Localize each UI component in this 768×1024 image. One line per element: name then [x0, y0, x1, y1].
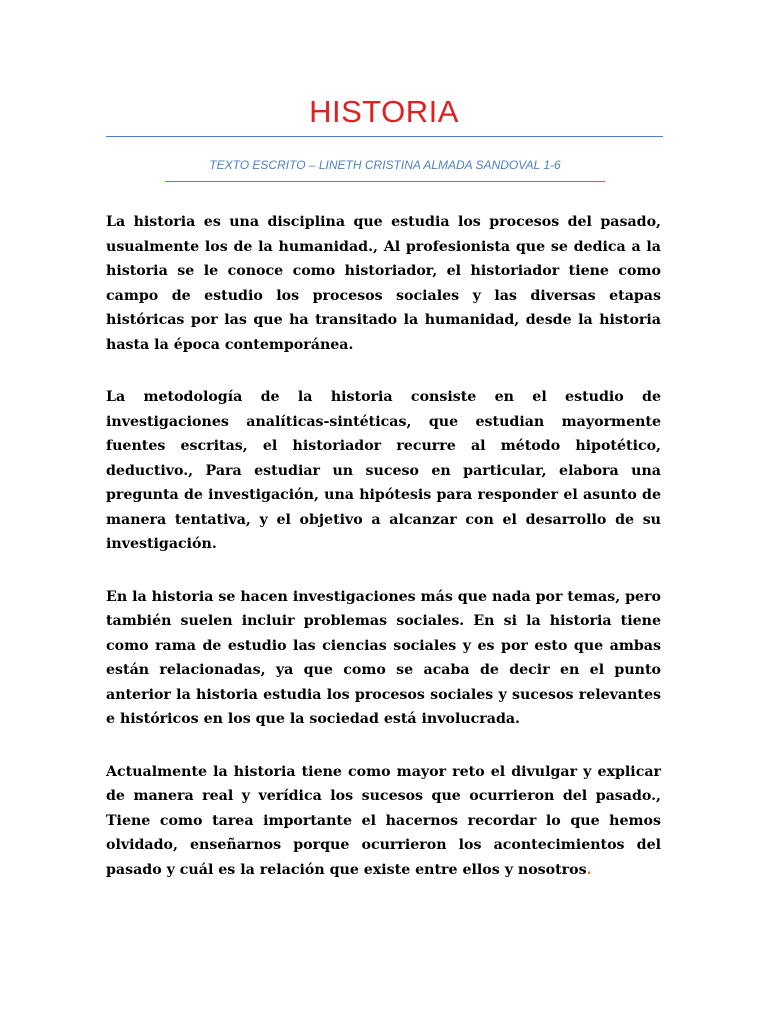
paragraph-4-text: Actualmente la historia tiene como mayor reto el divulgar y explicar de manera real y verídica los sucesos que ocurrieron del pasado., Tiene como tarea importante el hacernos recordar lo que hemos olvidado, enseñarnos porque ocurrieron los acontecimientos del pasado y cuál es la relación que existe entre ellos y nosotros [106, 763, 661, 878]
document-subtitle: TEXTO ESCRITO – LINETH CRISTINA ALMADA SANDOVAL 1-6 [209, 158, 561, 172]
final-period-mark: . [586, 861, 592, 878]
paragraph-4 [106, 760, 661, 883]
paragraph-2: La metodología de la historia consiste en el estudio de investigaciones analíticas-sintéticas, que estudian mayormente fuentes escritas, el historiador recurre al método hipotético, deductivo., Para estudiar un suceso en particular, elabora una pregunta de investigación, una hipótesis para responder el asunto de manera tentativa, y el objetivo a alcanzar con el desarrollo de su investigación. [106, 389, 661, 552]
paragraph-1: La historia es una disciplina que estudia los procesos del pasado, usualmente los de la humanidad., Al profesionista que se dedica a la historia se le conoce como historiador, el historiador tiene como campo de estudio los procesos sociales y las diversas etapas históricas por las que ha transitado la humanidad, desde la historia hasta la época contemporánea. [106, 214, 661, 353]
title-divider [106, 136, 663, 137]
page-title: HISTORIA [309, 94, 459, 129]
paragraph-3: En la historia se hacen investigaciones más que nada por temas, pero también suelen incluir problemas sociales. En si la historia tiene como rama de estudio las ciencias sociales y es por esto que ambas están relacionadas, ya que como se acaba de decir en el punto anterior la historia estudia los procesos sociales y sucesos relevantes e históricos en los que la sociedad está involucrada. [106, 588, 661, 727]
subtitle-divider [165, 181, 605, 182]
document-body [106, 210, 661, 910]
